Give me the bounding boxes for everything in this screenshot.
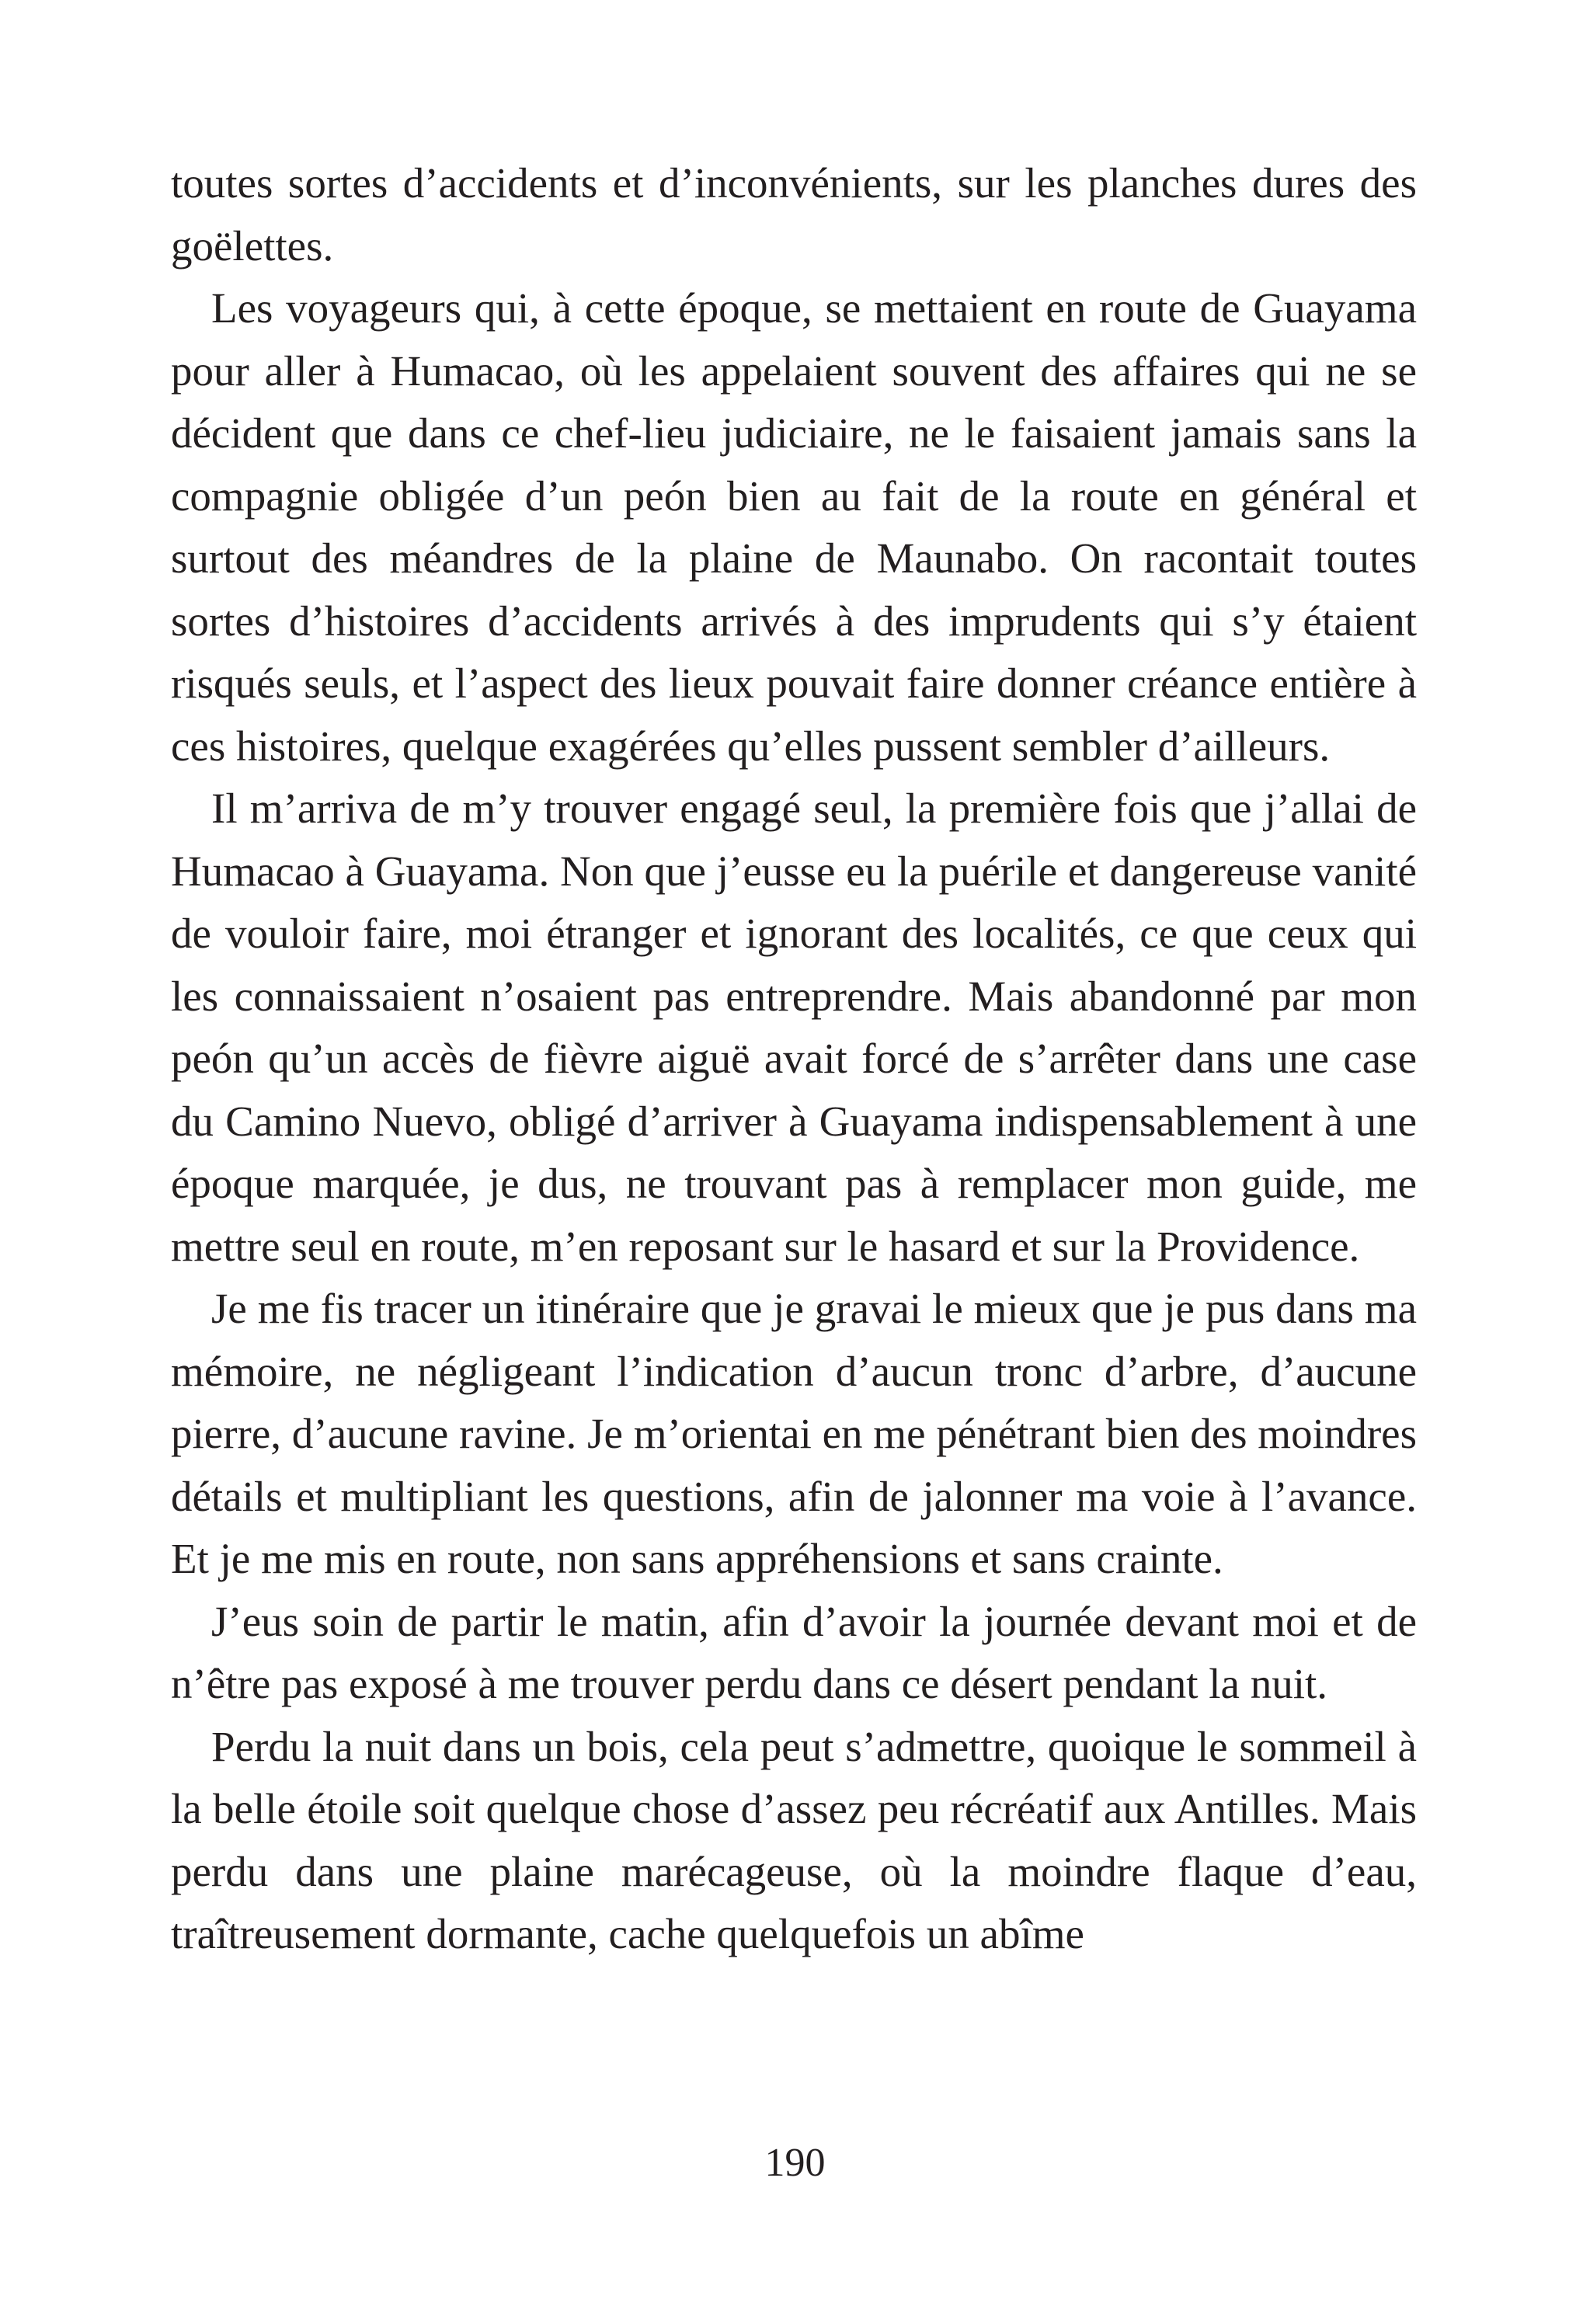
paragraph-5: J’eus soin de partir le matin, afin d’avoir la journée devant moi et de n’être pas exposé à me trouver perdu dans ce désert pendant la nuit. — [171, 1597, 1417, 1707]
body-text — [171, 152, 1417, 1966]
paragraph-6: Perdu la nuit dans un bois, cela peut s’admettre, quoique le sommeil à la belle étoile soit quelque chose d’assez peu récréatif aux Antilles. Mais perdu dans une plaine marécageuse, où la moindre flaque d’eau, traîtreusement dormante, cache quelquefois un abîme — [171, 1722, 1417, 1957]
page-number: 190 — [764, 2141, 826, 2185]
paragraph-1: toutes sortes d’accidents et d’inconvénients, sur les planches dures des goëlettes. — [171, 159, 1417, 270]
paragraph-3: Il m’arriva de m’y trouver engagé seul, la première fois que j’allai de Humacao à Guayama. Non que j’eusse eu la puérile et dangereuse vanité de vouloir faire, moi étranger et ignorant des localités, ce que ceux qui les connaissaient n’osaient pas entreprendre. Mais abandonné par mon peón qu’un accès de fièvre aiguë avait forcé de s’arrêter dans une case du Camino Nuevo, obligé d’arriver à Guayama indispensablement à une époque marquée, je dus, ne trouvant pas à remplacer mon guide, me mettre seul en route, m’en reposant sur le hasard et sur la Providence. — [171, 785, 1417, 1270]
paragraph-4: Je me fis tracer un itinéraire que je gravai le mieux que je pus dans ma mémoire, ne négligeant l’indication d’aucun tronc d’arbre, d’aucune pierre, d’aucune ravine. Je m’orientai en me pénétrant bien des moindres détails et multipliant les questions, afin de jalonner ma voie à l’avance. Et je me mis en route, non sans appréhensions et sans crainte. — [171, 1285, 1417, 1582]
paragraph-2: Les voyageurs qui, à cette époque, se mettaient en route de Guayama pour aller à Humacao, où les appelaient souvent des affaires qui ne se décident que dans ce chef-lieu judiciaire, ne le faisaient jamais sans la compagnie obligée d’un peón bien au fait de la route en général et surtout des méandres de la plaine de Maunabo. On racontait toutes sortes d’histoires d’accidents arrivés à des imprudents qui s’y étaient risqués seuls, et l’aspect des lieux pouvait faire donner créance entière à ces histoires, quelque exagérées qu’elles pussent sembler d’ailleurs. — [171, 284, 1417, 770]
